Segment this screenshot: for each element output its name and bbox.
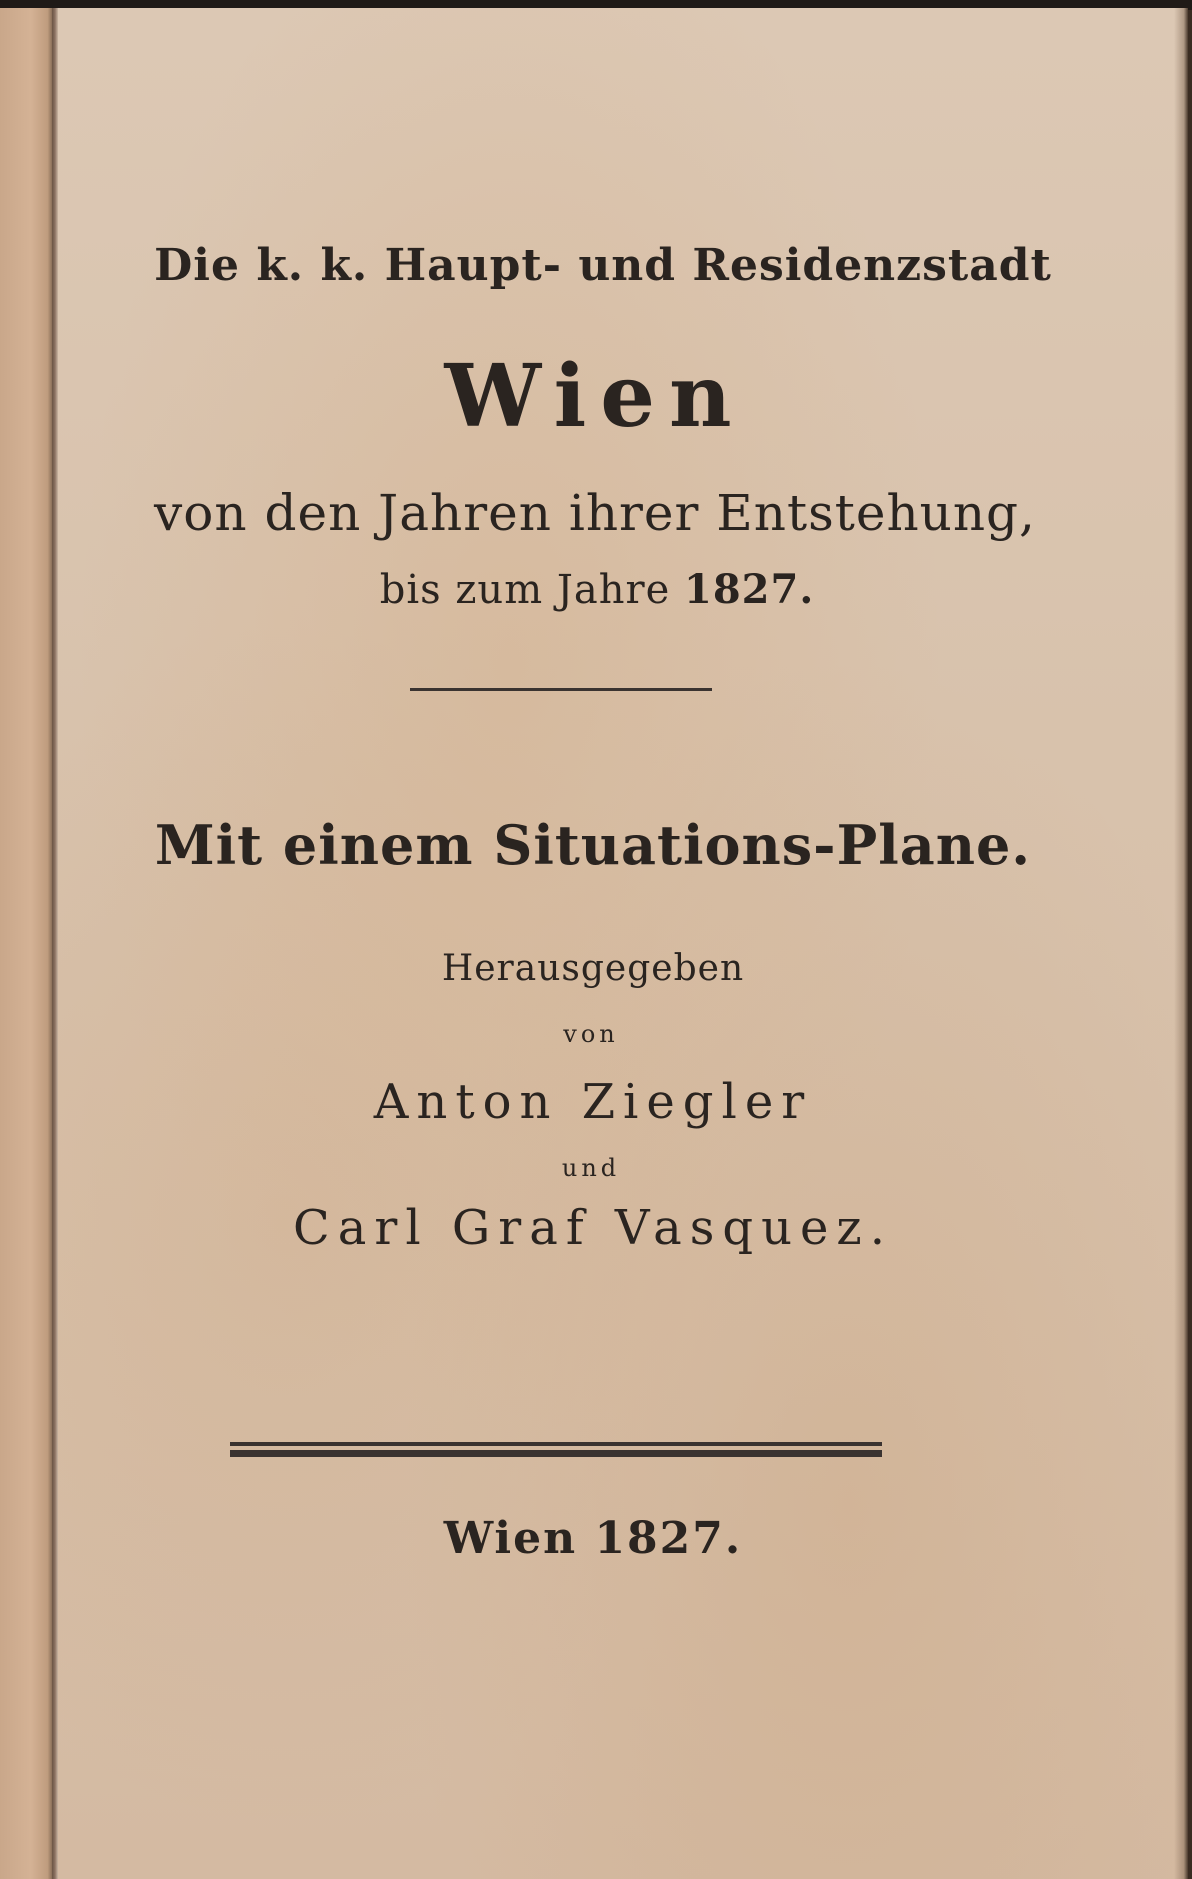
subtitle: Mit einem Situations-Plane. xyxy=(154,813,1032,877)
title-line-4-text: bis zum Jahre xyxy=(379,567,671,613)
title-line-4 xyxy=(32,566,1162,613)
author-2: Carl Graf Vasquez. xyxy=(293,1200,893,1256)
title-page xyxy=(58,8,1188,1879)
title-line-4-year: 1827. xyxy=(684,566,815,613)
and-label: und xyxy=(561,1154,621,1182)
by-label: von xyxy=(563,1020,619,1048)
title-main-wien: Wien xyxy=(444,346,746,447)
title-line-1: Die k. k. Haupt- und Residenzstadt xyxy=(154,240,1052,291)
edited-label: Herausgegeben xyxy=(441,948,745,989)
double-divider-rule xyxy=(230,1442,882,1458)
page-right-edge xyxy=(1174,8,1188,1879)
imprint: Wien 1827. xyxy=(443,1513,743,1564)
short-divider-rule xyxy=(410,688,712,691)
author-1: Anton Ziegler xyxy=(373,1074,813,1130)
title-line-3: von den Jahren ihrer Entstehung, xyxy=(154,484,1036,542)
